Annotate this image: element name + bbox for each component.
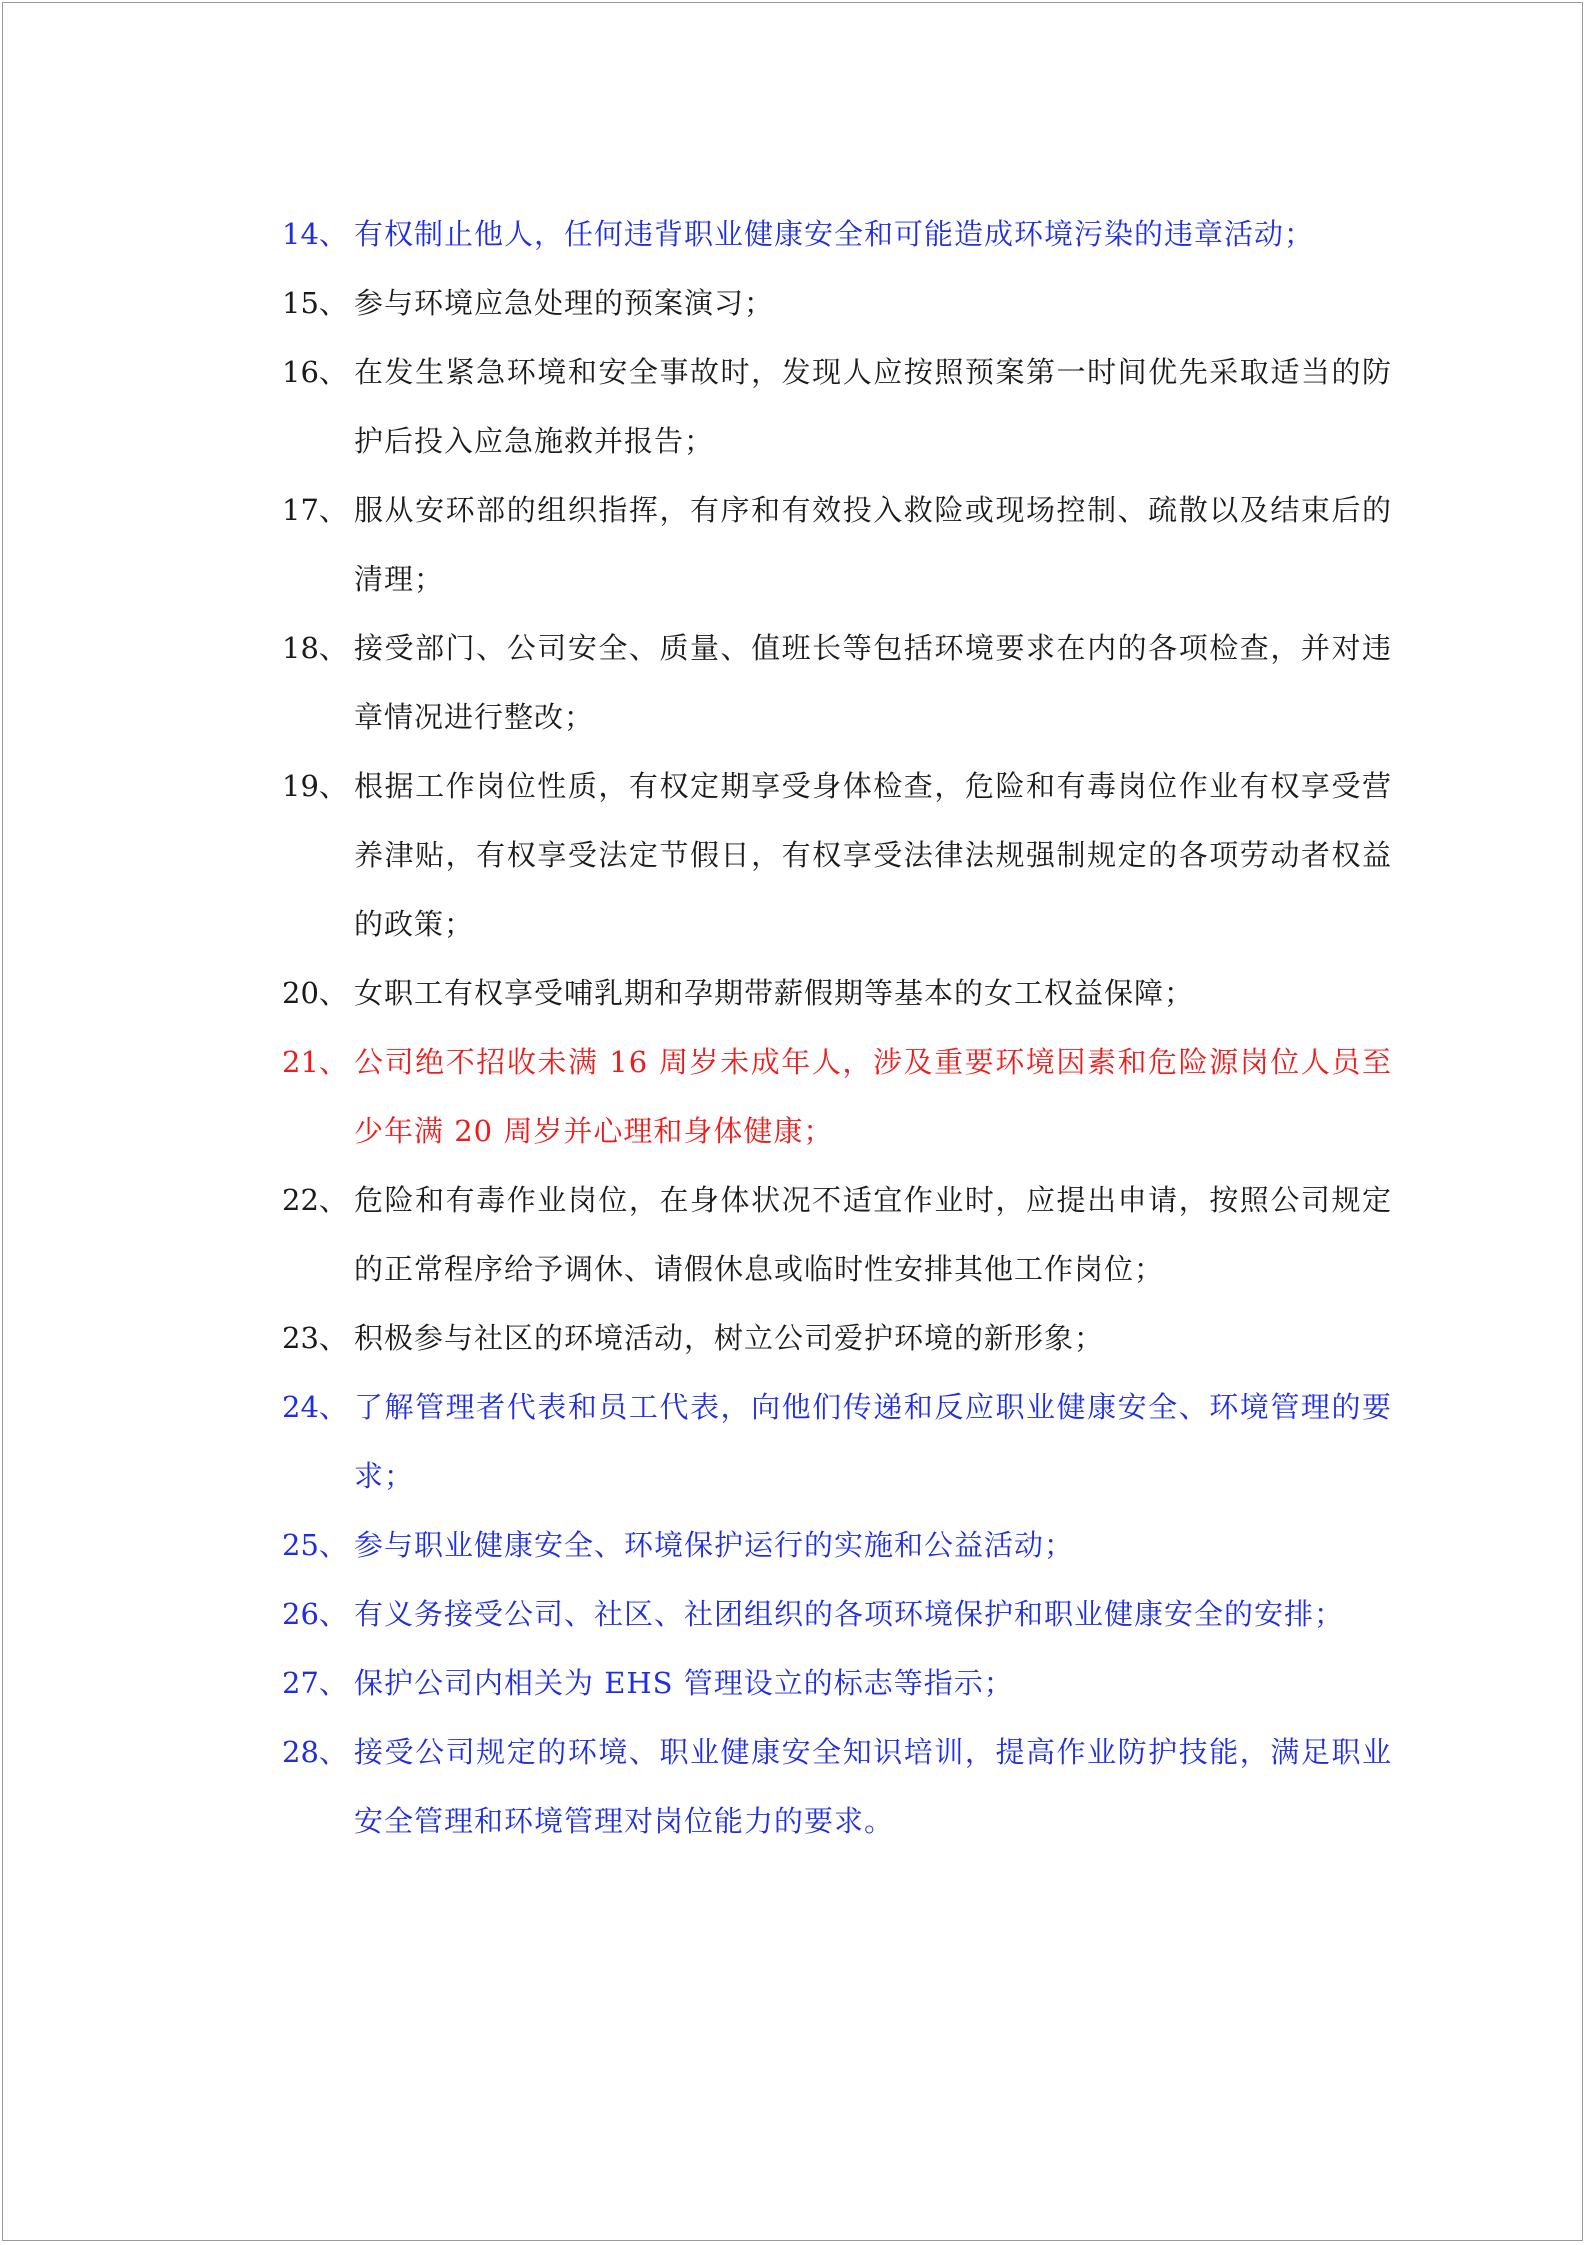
- document-body: [282, 200, 1392, 1856]
- list-item-27: [282, 1649, 1392, 1718]
- list-item-17: [282, 476, 1392, 614]
- list-item-24: [282, 1373, 1392, 1511]
- list-item-21: [282, 1028, 1392, 1166]
- item-text: 参与环境应急处理的预案演习；: [354, 286, 775, 320]
- item-number: 15、: [282, 286, 348, 320]
- item-text: 接受公司规定的环境、职业健康安全知识培训，提高作业防护技能，满足职业安全管理和环境管理对岗位能力的要求。: [354, 1735, 1392, 1838]
- list-item-22: [282, 1166, 1392, 1304]
- item-number: 23、: [282, 1321, 348, 1355]
- item-number: 22、: [282, 1183, 348, 1217]
- item-number: 21、: [282, 1045, 348, 1079]
- item-text: 保护公司内相关为 EHS 管理设立的标志等指示；: [354, 1666, 1014, 1700]
- item-number: 19、: [282, 769, 348, 803]
- list-item-14: [282, 200, 1392, 269]
- item-text: 服从安环部的组织指挥，有序和有效投入救险或现场控制、疏散以及结束后的清理；: [354, 493, 1392, 596]
- item-text: 有义务接受公司、社区、社团组织的各项环境保护和职业健康安全的安排；: [354, 1597, 1345, 1631]
- item-number: 25、: [282, 1528, 348, 1562]
- list-item-23: [282, 1304, 1392, 1373]
- item-number: 26、: [282, 1597, 348, 1631]
- item-text: 在发生紧急环境和安全事故时，发现人应按照预案第一时间优先采取适当的防护后投入应急施救并报告；: [354, 355, 1392, 458]
- list-item-15: [282, 269, 1392, 338]
- item-number: 18、: [282, 631, 348, 665]
- item-number: 28、: [282, 1735, 348, 1769]
- item-number: 20、: [282, 976, 348, 1010]
- item-number: 24、: [282, 1390, 348, 1424]
- item-text: 危险和有毒作业岗位，在身体状况不适宜作业时，应提出申请，按照公司规定的正常程序给予调休、请假休息或临时性安排其他工作岗位；: [354, 1183, 1392, 1286]
- list-item-26: [282, 1580, 1392, 1649]
- item-text: 了解管理者代表和员工代表，向他们传递和反应职业健康安全、环境管理的要求；: [354, 1390, 1392, 1493]
- list-item-28: [282, 1718, 1392, 1856]
- list-item-19: [282, 752, 1392, 959]
- item-text: 根据工作岗位性质，有权定期享受身体检查，危险和有毒岗位作业有权享受营养津贴，有权享受法定节假日，有权享受法律法规强制规定的各项劳动者权益的政策；: [354, 769, 1392, 941]
- list-item-16: [282, 338, 1392, 476]
- list-item-18: [282, 614, 1392, 752]
- item-number: 16、: [282, 355, 348, 389]
- item-text: 参与职业健康安全、环境保护运行的实施和公益活动；: [354, 1528, 1075, 1562]
- item-number: 14、: [282, 217, 348, 251]
- list-item-25: [282, 1511, 1392, 1580]
- item-text: 接受部门、公司安全、质量、值班长等包括环境要求在内的各项检查，并对违章情况进行整改；: [354, 631, 1392, 734]
- list-item-20: [282, 959, 1392, 1028]
- item-number: 17、: [282, 493, 348, 527]
- item-text: 积极参与社区的环境活动，树立公司爱护环境的新形象；: [354, 1321, 1105, 1355]
- item-text: 公司绝不招收未满 16 周岁未成年人，涉及重要环境因素和危险源岗位人员至少年满 20 周岁并心理和身体健康；: [354, 1045, 1392, 1148]
- item-text: 有权制止他人，任何违背职业健康安全和可能造成环境污染的违章活动；: [354, 217, 1315, 251]
- item-number: 27、: [282, 1666, 348, 1700]
- item-text: 女职工有权享受哺乳期和孕期带薪假期等基本的女工权益保障；: [354, 976, 1195, 1010]
